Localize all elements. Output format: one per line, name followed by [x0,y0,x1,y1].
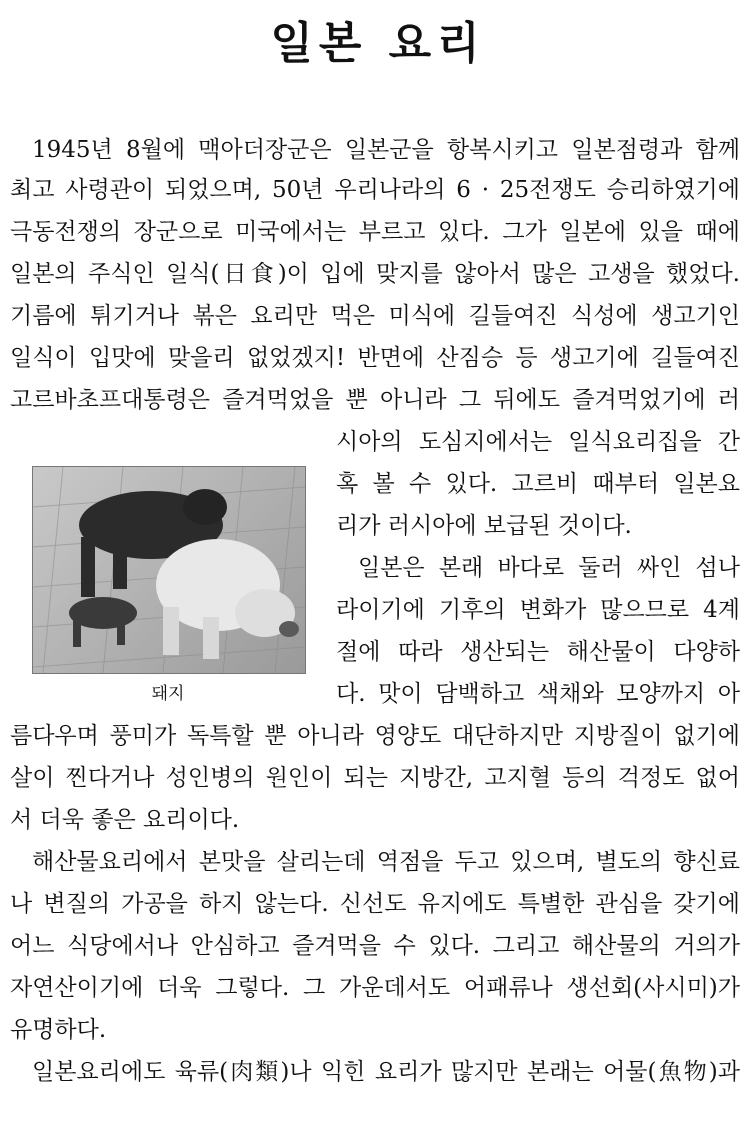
page-title: 일본 요리 [270,18,486,69]
body-line-13: 절에 따라 생산되는 해산물이 다양하 [336,639,740,665]
body-line-11: 일본은 본래 바다로 둘러 싸인 섬나 [358,555,740,581]
body-line-15: 름다우며 풍미가 독특할 뿐 아니라 영양도 대단하지만 지방질이 없기에 [10,723,740,749]
pig-illustration [33,467,305,673]
body-line-20: 어느 식당에서나 안심하고 즐겨먹을 수 있다. 그리고 해산물의 거의가 [10,933,740,959]
body-line-2: 최고 사령관이 되었으며, 50년 우리나라의 6 · 25전쟁도 승리하였기에 [10,177,740,203]
body-line-5: 기름에 튀기거나 볶은 요리만 먹은 미식에 길들여진 식성에 생고기인 [10,303,740,329]
body-line-9: 혹 볼 수 있다. 고르비 때부터 일본요 [336,471,740,497]
body-line-16: 살이 찐다거나 성인병의 원인이 되는 지방간, 고지혈 등의 걱정도 없어 [10,765,740,791]
body-line-7: 고르바초프대통령은 즐겨먹었을 뿐 아니라 그 뒤에도 즐겨먹었기에 러 [10,387,740,413]
pig-photo [32,466,306,674]
body-line-12: 라이기에 기후의 변화가 많으므로 4계 [336,597,740,623]
photo-caption: 돼지 [151,684,185,704]
body-line-19: 나 변질의 가공을 하지 않는다. 신선도 유지에도 특별한 관심을 갖기에 [10,891,740,917]
body-line-14: 다. 맛이 담백하고 색채와 모양까지 아 [336,681,740,707]
body-line-21: 자연산이기에 더욱 그렇다. 그 가운데서도 어패류나 생선회(사시미)가 [10,975,740,1001]
body-line-18: 해산물요리에서 본맛을 살리는데 역점을 두고 있으며, 별도의 향신료 [32,849,740,875]
body-line-8: 시아의 도심지에서는 일식요리집을 간 [336,429,740,455]
body-line-3: 극동전쟁의 장군으로 미국에서는 부르고 있다. 그가 일본에 있을 때에 [10,219,740,245]
body-line-10: 리가 러시아에 보급된 것이다. [336,513,632,539]
body-line-17: 서 더욱 좋은 요리이다. [10,807,240,833]
body-line-6: 일식이 입맛에 맞을리 없었겠지! 반면에 산짐승 등 생고기에 길들여진 [10,345,740,371]
body-line-1: 1945년 8월에 맥아더장군은 일본군을 항복시키고 일본점령과 함께 [32,137,740,163]
body-line-22: 유명하다. [10,1017,107,1043]
body-line-4: 일본의 주식인 일식(日食)이 입에 맞지를 않아서 많은 고생을 했었다. [10,261,740,287]
body-line-23: 일본요리에도 육류(肉類)나 익힌 요리가 많지만 본래는 어물(魚物)과 [32,1059,740,1085]
